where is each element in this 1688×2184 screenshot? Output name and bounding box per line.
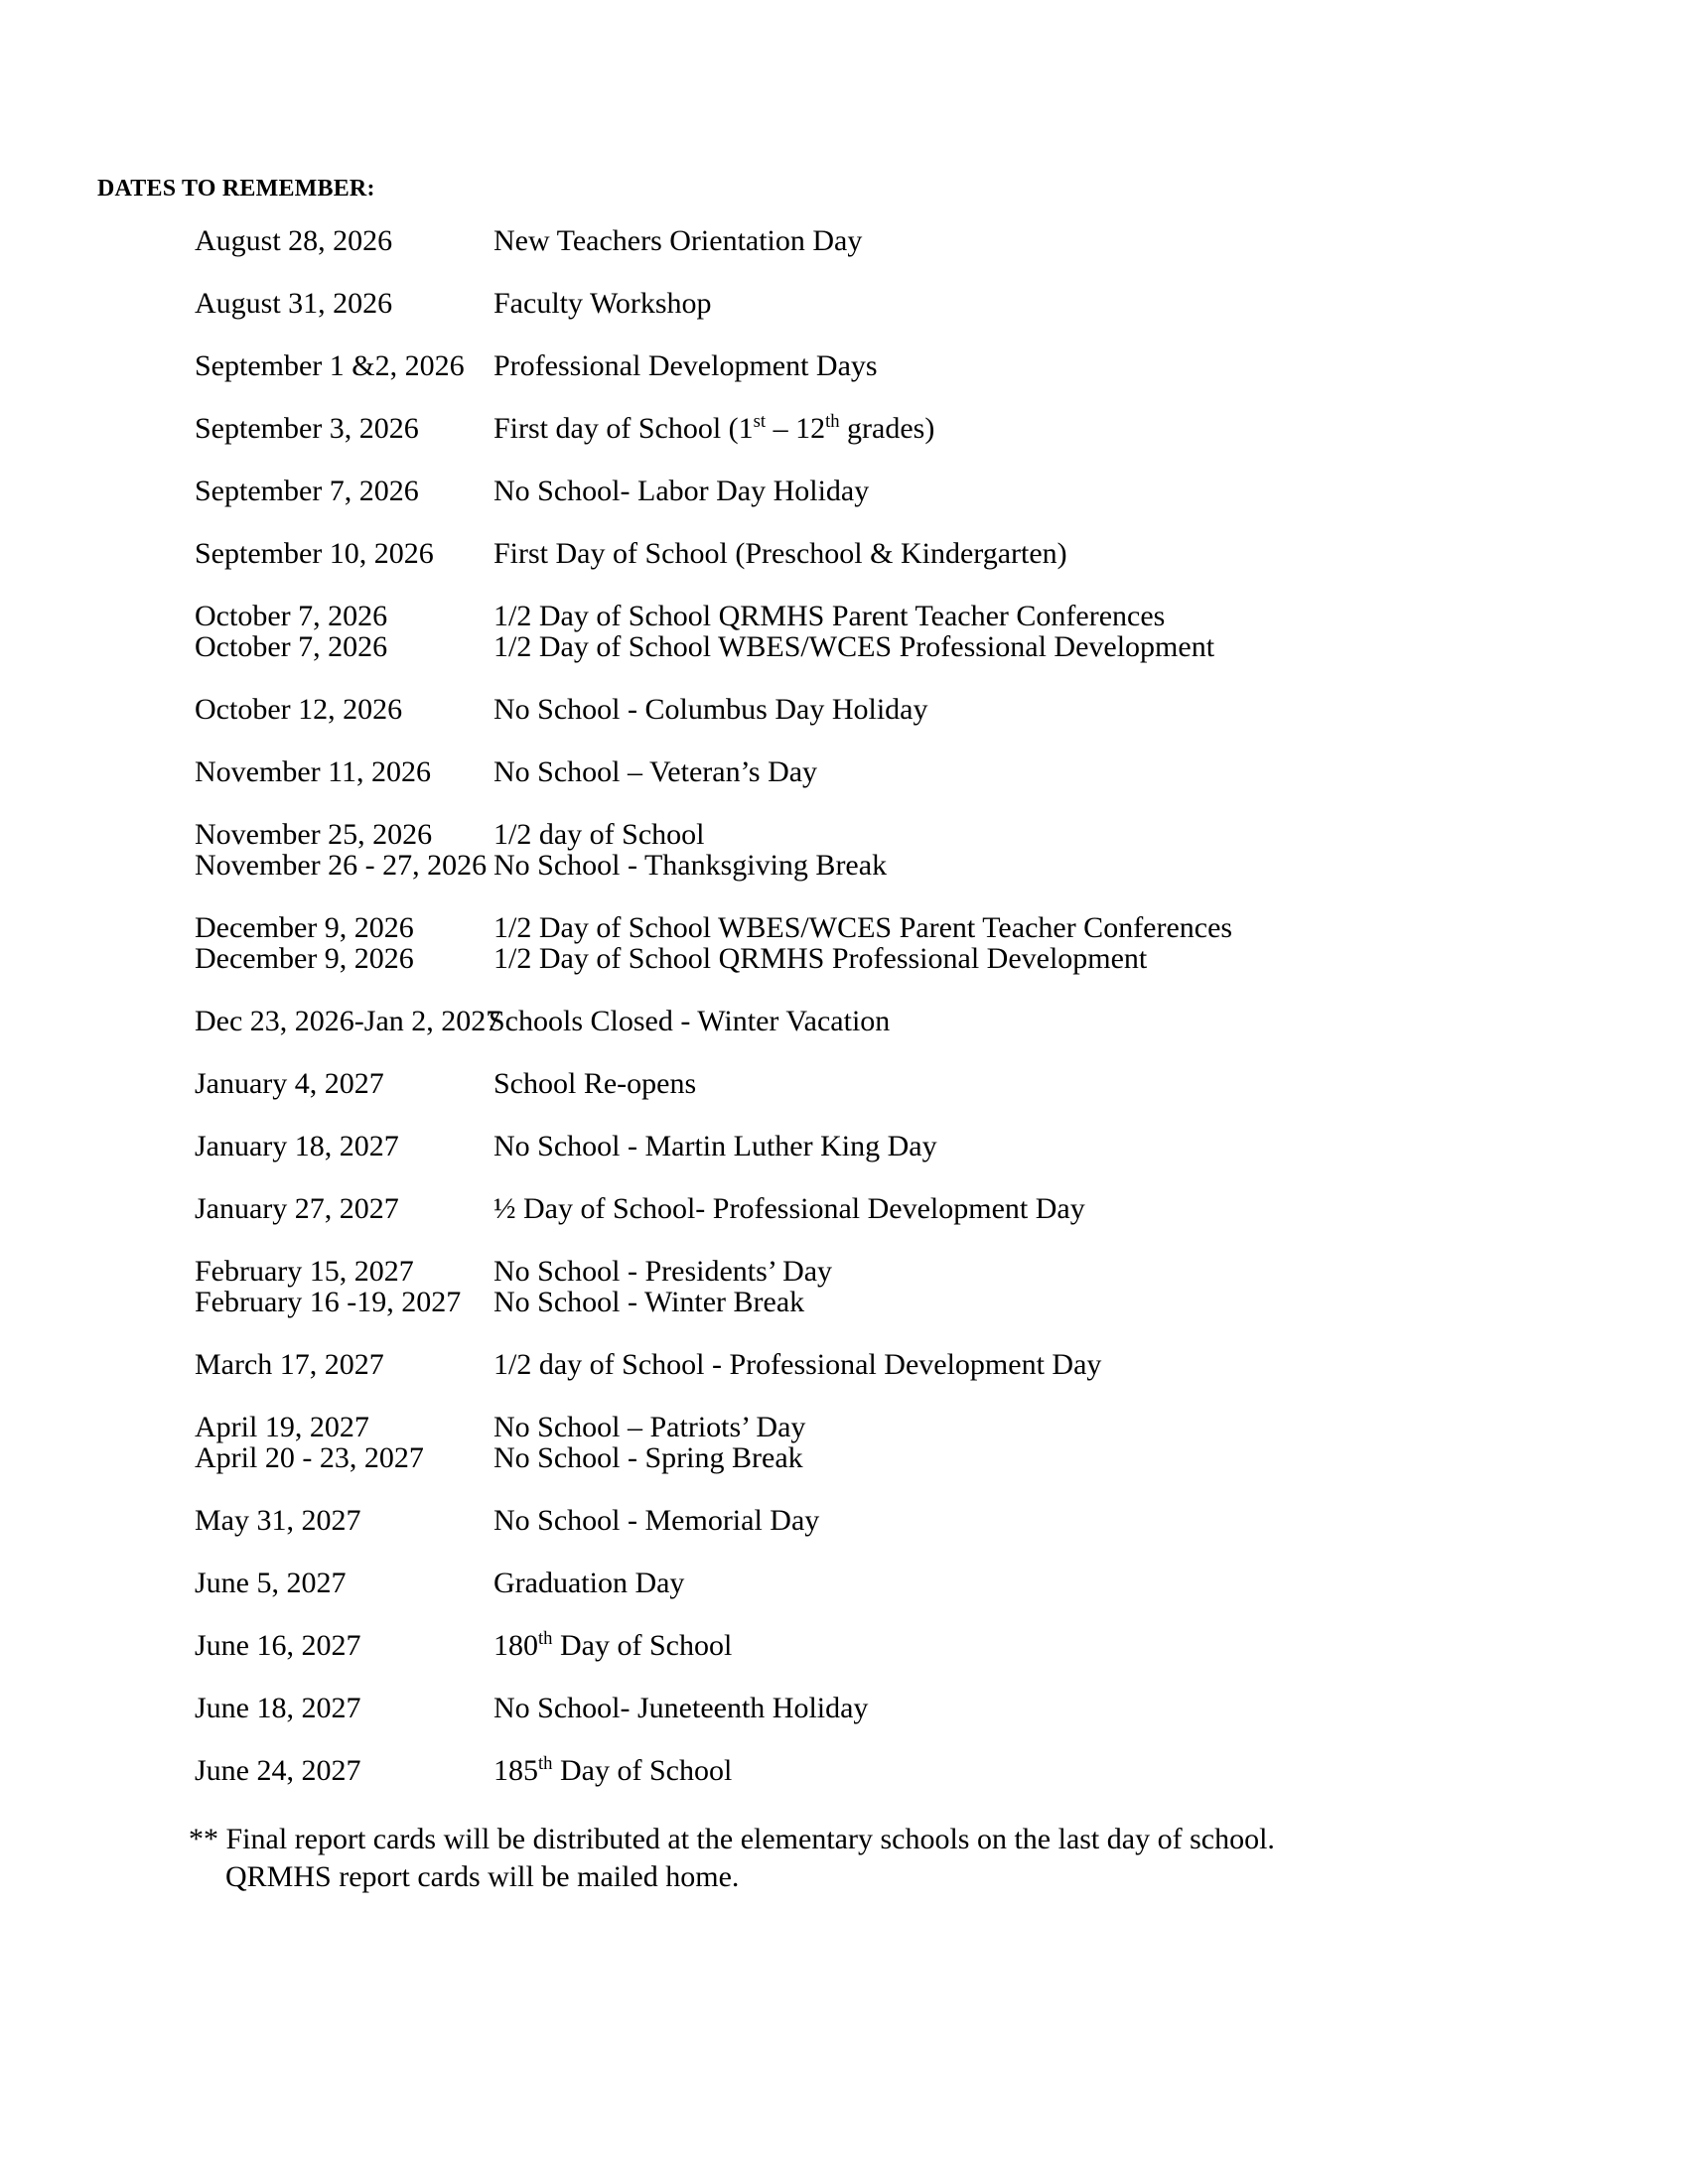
description-cell: School Re-opens — [493, 1067, 697, 1100]
date-cell: August 31, 2026 — [195, 287, 393, 320]
dates-list — [0, 225, 1688, 1786]
date-row — [0, 225, 1688, 256]
date-cell: January 4, 2027 — [195, 1067, 384, 1100]
page-title: DATES TO REMEMBER: — [97, 176, 375, 202]
description-cell: 1/2 Day of School QRMHS Professional Development — [493, 942, 1148, 975]
date-row — [0, 1006, 1688, 1036]
date-row — [0, 1755, 1688, 1786]
date-row — [0, 1068, 1688, 1099]
date-row — [0, 912, 1688, 943]
date-row — [0, 476, 1688, 506]
date-row — [0, 1505, 1688, 1536]
date-cell: August 28, 2026 — [195, 224, 393, 257]
date-cell: May 31, 2027 — [195, 1504, 361, 1537]
date-cell: June 18, 2027 — [195, 1692, 361, 1724]
description-cell: No School- Juneteenth Holiday — [493, 1692, 869, 1724]
date-row — [0, 601, 1688, 631]
date-row — [0, 756, 1688, 787]
date-cell: June 16, 2027 — [195, 1629, 361, 1662]
date-row — [0, 1256, 1688, 1287]
date-cell: October 7, 2026 — [195, 600, 388, 632]
description-cell: No School - Thanksgiving Break — [493, 849, 888, 882]
date-cell: November 25, 2026 — [195, 818, 433, 851]
date-cell: March 17, 2027 — [195, 1348, 384, 1381]
date-cell: April 19, 2027 — [195, 1411, 369, 1443]
date-row — [0, 819, 1688, 850]
description-cell: 185th Day of School — [493, 1753, 733, 1787]
date-cell: Dec 23, 2026-Jan 2, 2027 — [195, 1005, 501, 1037]
description-cell: 180th Day of School — [493, 1628, 733, 1662]
description-cell: No School – Patriots’ Day — [493, 1411, 806, 1443]
date-row — [0, 631, 1688, 662]
description-cell: 1/2 Day of School WBES/WCES Professional Development — [493, 630, 1215, 663]
date-row — [0, 1412, 1688, 1442]
description-cell: No School - Winter Break — [493, 1286, 805, 1318]
date-row — [0, 1131, 1688, 1161]
description-cell: ½ Day of School- Professional Development Day — [493, 1192, 1085, 1225]
date-cell: April 20 - 23, 2027 — [195, 1441, 424, 1474]
description-cell: No School- Labor Day Holiday — [493, 475, 870, 507]
date-row — [0, 413, 1688, 444]
description-cell: No School - Spring Break — [493, 1441, 803, 1474]
date-cell: September 10, 2026 — [195, 537, 434, 570]
description-cell: No School - Presidents’ Day — [493, 1255, 833, 1288]
date-row — [0, 943, 1688, 974]
description-cell: No School – Veteran’s Day — [493, 755, 818, 788]
date-row — [0, 1568, 1688, 1598]
description-cell: First Day of School (Preschool & Kindergarten) — [493, 537, 1067, 570]
date-row — [0, 1287, 1688, 1317]
date-cell: February 15, 2027 — [195, 1255, 414, 1288]
date-cell: September 7, 2026 — [195, 475, 419, 507]
description-cell: New Teachers Orientation Day — [493, 224, 863, 257]
date-row — [0, 350, 1688, 381]
description-cell: 1/2 Day of School QRMHS Parent Teacher Conferences — [493, 600, 1166, 632]
date-row — [0, 694, 1688, 725]
description-cell: Faculty Workshop — [493, 287, 712, 320]
date-cell: January 18, 2027 — [195, 1130, 399, 1162]
description-cell: 1/2 day of School - Professional Development Day — [493, 1348, 1102, 1381]
footnote-line-2: QRMHS report cards will be mailed home. — [225, 1860, 740, 1893]
date-cell: December 9, 2026 — [195, 942, 414, 975]
description-cell: Professional Development Days — [493, 349, 878, 382]
description-cell: First day of School (1st – 12th grades) — [493, 411, 935, 445]
date-cell: June 5, 2027 — [195, 1567, 347, 1599]
footnote-line-1: ** Final report cards will be distributed at the elementary schools on the last day of school. — [189, 1823, 1275, 1855]
date-row — [0, 1349, 1688, 1380]
date-cell: September 1 &2, 2026 — [195, 349, 465, 382]
date-row — [0, 538, 1688, 569]
description-cell: No School - Martin Luther King Day — [493, 1130, 937, 1162]
description-cell: 1/2 day of School — [493, 818, 705, 851]
date-cell: February 16 -19, 2027 — [195, 1286, 462, 1318]
date-row — [0, 850, 1688, 881]
date-cell: September 3, 2026 — [195, 412, 419, 445]
date-row — [0, 288, 1688, 319]
date-cell: June 24, 2027 — [195, 1754, 361, 1787]
date-row — [0, 1193, 1688, 1224]
description-cell: No School - Columbus Day Holiday — [493, 693, 928, 726]
description-cell: Schools Closed - Winter Vacation — [489, 1005, 891, 1037]
date-cell: November 26 - 27, 2026 — [195, 849, 488, 882]
date-row — [0, 1442, 1688, 1473]
date-cell: December 9, 2026 — [195, 911, 414, 944]
description-cell: Graduation Day — [493, 1567, 685, 1599]
date-cell: November 11, 2026 — [195, 755, 432, 788]
date-cell: October 7, 2026 — [195, 630, 388, 663]
date-cell: October 12, 2026 — [195, 693, 403, 726]
date-row — [0, 1693, 1688, 1723]
date-row — [0, 1630, 1688, 1661]
description-cell: No School - Memorial Day — [493, 1504, 820, 1537]
footnote-block — [189, 1821, 1479, 1896]
description-cell: 1/2 Day of School WBES/WCES Parent Teacher Conferences — [493, 911, 1233, 944]
date-cell: January 27, 2027 — [195, 1192, 399, 1225]
